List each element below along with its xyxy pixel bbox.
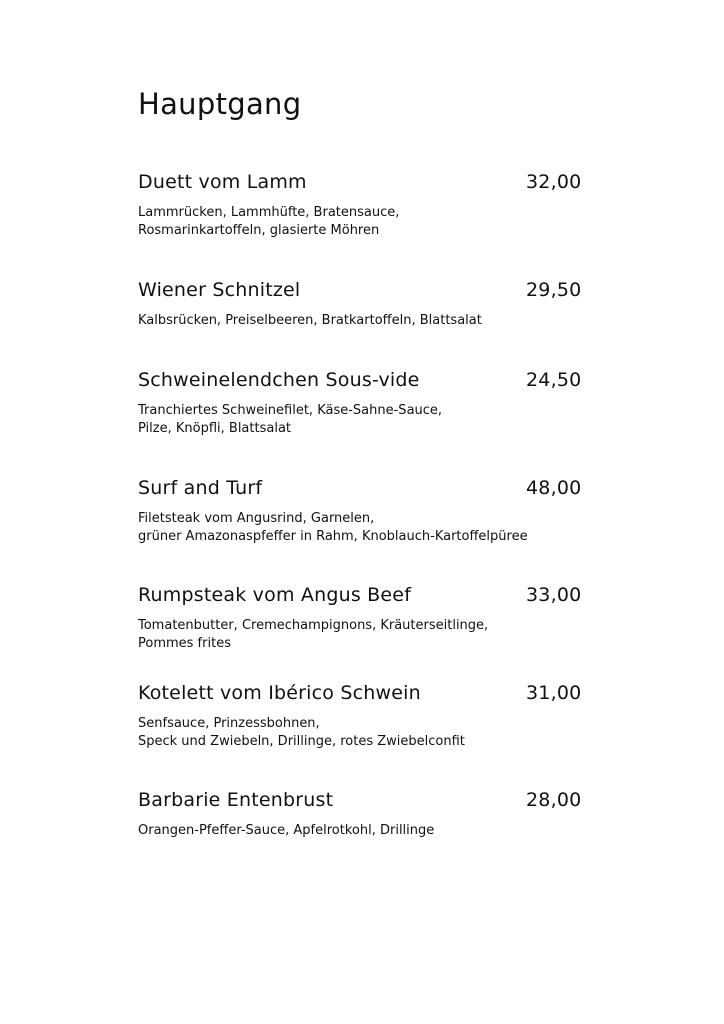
dish-name: Barbarie Entenbrust (138, 789, 334, 811)
menu-title: Hauptgang (138, 87, 302, 121)
dish-name: Kotelett vom Ibérico Schwein (138, 682, 421, 704)
dish-name: Schweinelendchen Sous-vide (138, 369, 420, 391)
dish-price: 33,00 (526, 584, 582, 606)
dish-description: Kalbsrücken, Preiselbeeren, Bratkartoffeln, Blattsalat (138, 313, 482, 328)
dish-price: 29,50 (526, 279, 582, 301)
dish-price: 28,00 (526, 789, 582, 811)
dish-description: Senfsauce, Prinzessbohnen, Speck und Zwiebeln, Drillinge, rotes Zwiebelconfit (138, 716, 465, 749)
dish-price: 48,00 (526, 477, 582, 499)
dish-description: Filetsteak vom Angusrind, Garnelen, grüner Amazonaspfeffer in Rahm, Knoblauch-Kartoffelpüree (138, 511, 528, 544)
dish-description: Tomatenbutter, Cremechampignons, Kräuterseitlinge, Pommes frites (138, 618, 489, 651)
dish-name: Wiener Schnitzel (138, 279, 301, 301)
dish-price: 32,00 (526, 171, 582, 193)
dish-description: Tranchiertes Schweinefilet, Käse-Sahne-Sauce, Pilze, Knöpfli, Blattsalat (138, 403, 443, 436)
dish-price: 24,50 (526, 369, 582, 391)
dish-price: 31,00 (526, 682, 582, 704)
dish-name: Rumpsteak vom Angus Beef (138, 584, 412, 606)
dish-name: Surf and Turf (138, 477, 263, 499)
dish-description: Orangen-Pfeffer-Sauce, Apfelrotkohl, Drillinge (138, 823, 435, 838)
dish-name: Duett vom Lamm (138, 171, 307, 193)
dish-description: Lammrücken, Lammhüfte, Bratensauce, Rosmarinkartoffeln, glasierte Möhren (138, 205, 400, 238)
